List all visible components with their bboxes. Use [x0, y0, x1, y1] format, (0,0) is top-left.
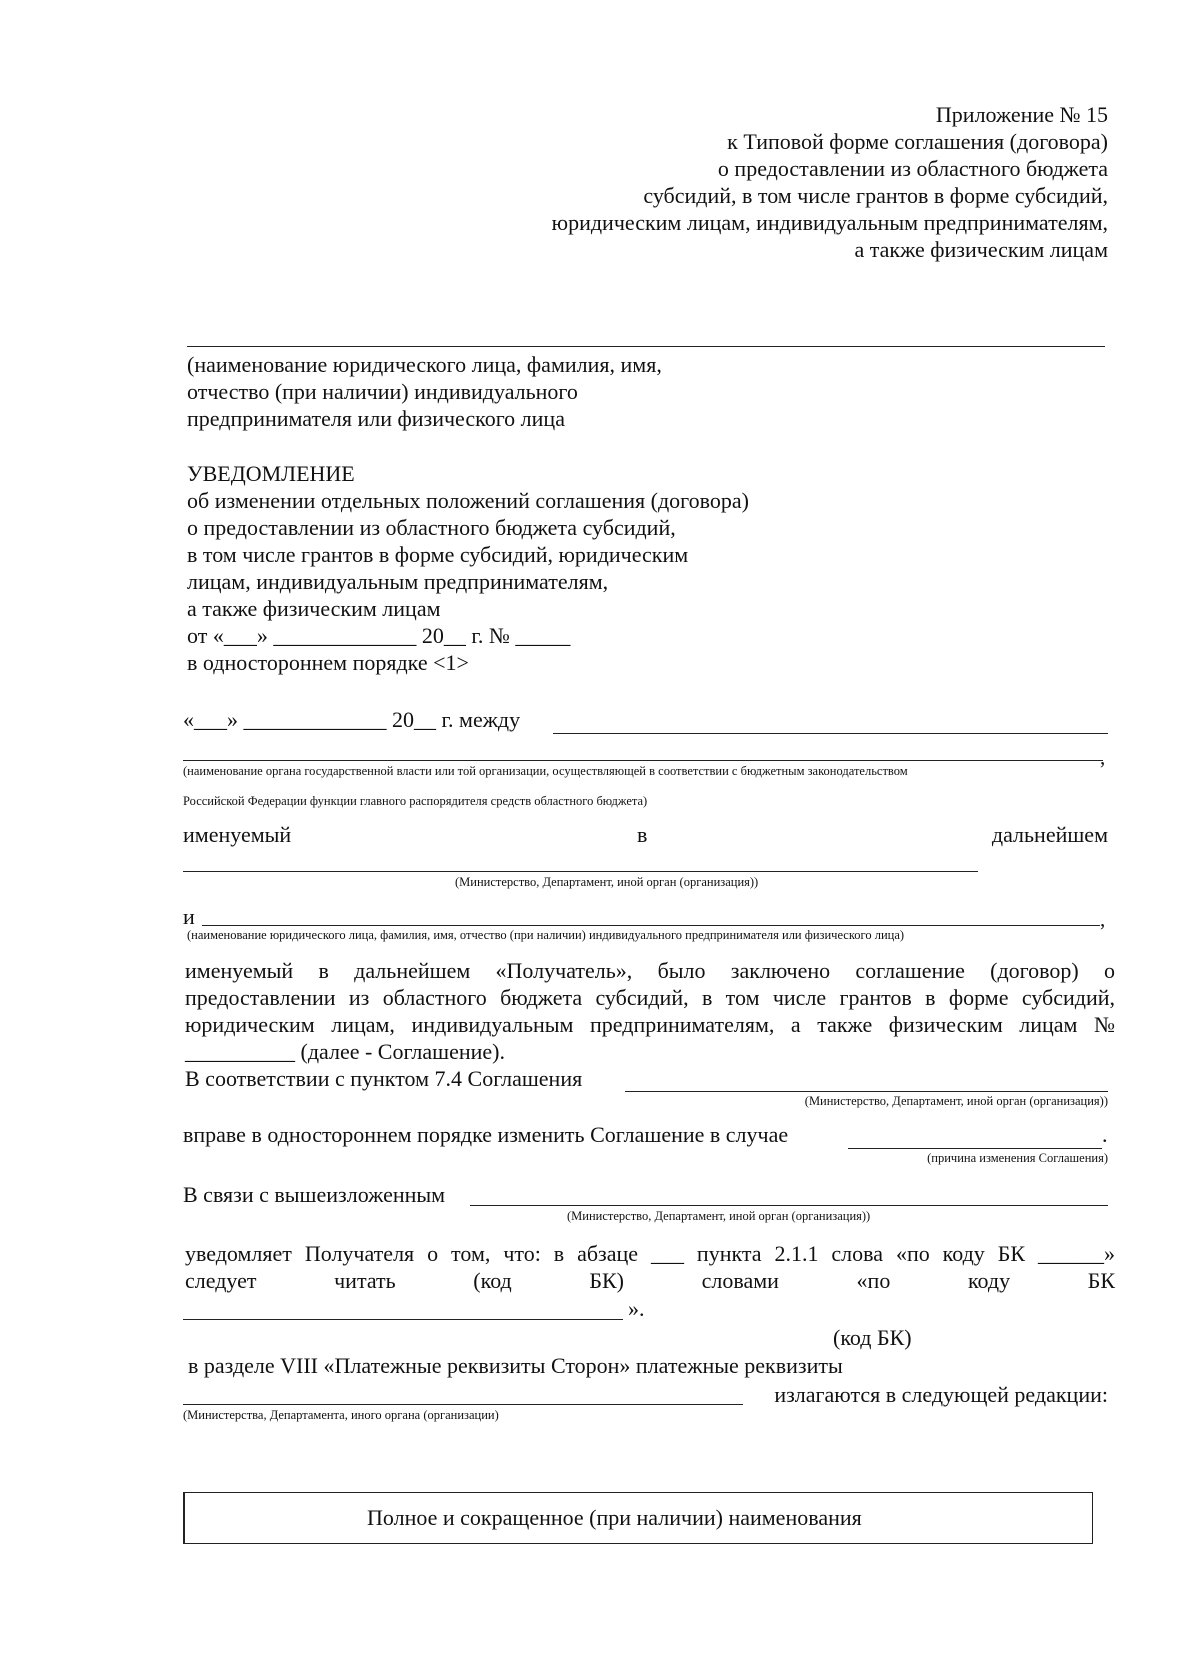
read-word: БК): [589, 1268, 625, 1293]
date-between: «___» _____________ 20__ г. между: [183, 707, 521, 732]
paragraph-last: __________ (далее - Соглашение).: [185, 1039, 505, 1064]
ministry-blank: [183, 871, 978, 872]
named-word: в: [637, 822, 648, 847]
notify-line: уведомляет Получателя о том, что: в абзаце ___ пункта 2.1.1 слова «по коду БК ______»: [185, 1241, 1115, 1266]
read-word: (код: [473, 1268, 512, 1293]
recipient-caption: отчество (при наличии) индивидуального: [187, 379, 578, 404]
paragraph-line: именуемый в дальнейшем «Получатель», было заключено соглашение (договор) о: [185, 958, 1115, 983]
and-word: и: [183, 904, 195, 929]
note-reason: (причина изменения Соглашения): [927, 1151, 1108, 1165]
due-to-blank: [470, 1205, 1108, 1206]
note-organ: (наименование органа государственной власти или той организации, осуществляющей в соответствии с бюджетным законодательством: [183, 764, 908, 778]
section-viii-text: в разделе VIII «Платежные реквизиты Сторон» платежные реквизиты: [188, 1353, 843, 1378]
read-word: БК: [1087, 1268, 1115, 1293]
comma: ,: [1100, 907, 1106, 931]
notice-line: лицам, индивидуальным предпринимателям,: [187, 569, 609, 594]
between-blank: [553, 733, 1108, 734]
read-line: [185, 1268, 1115, 1294]
header-line: субсидий, в том числе грантов в форме субсидий,: [643, 183, 1108, 208]
organ-blank: [183, 760, 1103, 761]
kbk-caption: (код БК): [833, 1325, 912, 1350]
recipient-caption: (наименование юридического лица, фамилия, имя,: [187, 352, 662, 377]
recipient-name-line: [187, 346, 1105, 347]
header-line: а также физическим лицам: [854, 237, 1108, 262]
stated-text: излагаются в следующей редакции:: [774, 1382, 1108, 1407]
recipient-caption: предпринимателя или физического лица: [187, 406, 565, 431]
header-line: о предоставлении из областного бюджета: [717, 156, 1108, 181]
code-blank: [183, 1319, 623, 1320]
unilateral-text: вправе в одностороннем порядке изменить Соглашение в случае: [183, 1122, 789, 1147]
notice-line: в том числе грантов в форме субсидий, юридическим: [187, 542, 689, 567]
note-ministry-gen: (Министерства, Департамента, иного органа (организации): [183, 1408, 499, 1422]
note-ministry: (Министерство, Департамент, иной орган (организация)): [804, 1094, 1108, 1108]
notice-line: а также физическим лицам: [187, 596, 441, 621]
reason-blank: [848, 1148, 1102, 1149]
note-ministry: (Министерство, Департамент, иной орган (организация)): [567, 1209, 871, 1223]
paragraph-line: предоставлении из областного бюджета субсидий, в том числе грантов в форме субсидий,: [185, 985, 1115, 1010]
notice-line: об изменении отдельных положений соглашения (договора): [187, 488, 749, 513]
ministry-gen-blank: [183, 1404, 743, 1405]
notice-date-line: от «___» _____________ 20__ г. № _____: [187, 623, 571, 648]
table-header-text: Полное и сокращенное (при наличии) наименования: [367, 1505, 862, 1530]
note-recipient: (наименование юридического лица, фамилия, имя, отчество (при наличии) индивидуального предпринимателя или физического лица): [187, 928, 905, 942]
notice-title: УВЕДОМЛЕНИЕ: [187, 461, 355, 486]
comma: ,: [1100, 745, 1106, 769]
header-line: к Типовой форме соглашения (договора): [727, 129, 1108, 154]
read-word: следует: [185, 1268, 257, 1293]
named-word: дальнейшем: [991, 822, 1108, 847]
accordance-text: В соответствии с пунктом 7.4 Соглашения: [185, 1066, 583, 1091]
due-to-text: В связи с вышеизложенным: [183, 1182, 446, 1207]
note-ministry: (Министерство, Департамент, иной орган (организация)): [455, 875, 759, 889]
note-organ: Российской Федерации функции главного распорядителя средств областного бюджета): [183, 794, 648, 808]
read-word: словами: [701, 1268, 779, 1293]
close-quote: ».: [628, 1296, 645, 1321]
notice-line: о предоставлении из областного бюджета субсидий,: [187, 515, 676, 540]
read-word: коду: [967, 1268, 1011, 1293]
period: .: [1102, 1122, 1108, 1147]
named-word: именуемый: [183, 822, 292, 847]
header-line: юридическим лицам, индивидуальным предпринимателям,: [551, 210, 1108, 235]
accordance-blank: [625, 1091, 1108, 1092]
paragraph-line: юридическим лицам, индивидуальным предпринимателям, а также физическим лицам №: [185, 1012, 1115, 1037]
recipient-blank: [202, 925, 1100, 926]
notice-mode-line: в одностороннем порядке <1>: [187, 650, 469, 675]
read-word: «по: [856, 1268, 891, 1293]
header-line: Приложение № 15: [935, 102, 1108, 127]
read-word: читать: [334, 1268, 396, 1293]
